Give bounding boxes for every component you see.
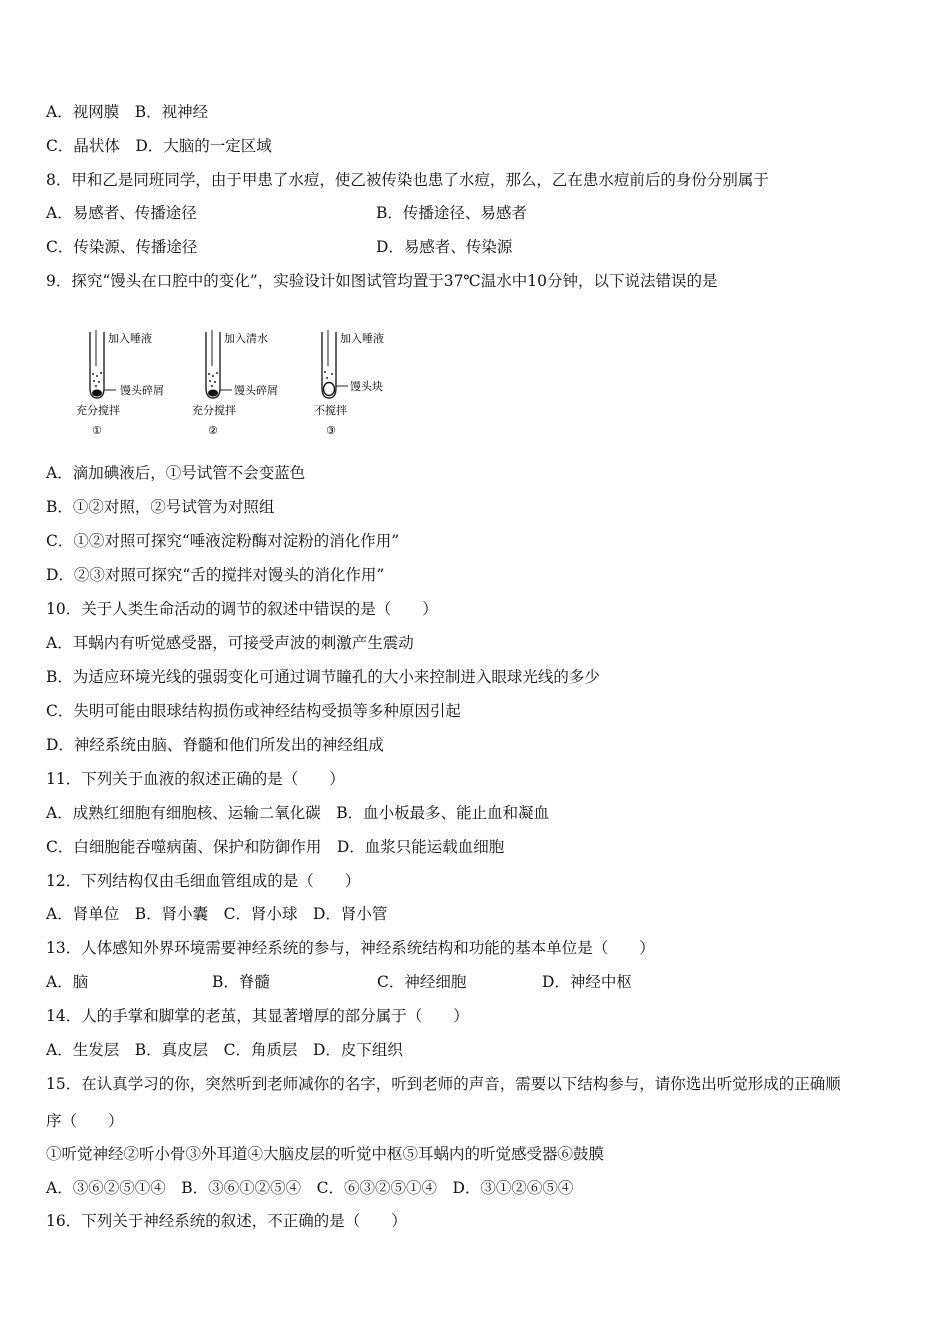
q10-option-c: C．失明可能由眼球结构损伤或神经结构受损等多种原因引起 <box>46 702 461 720</box>
q13-option-d: D．神经中枢 <box>542 973 632 991</box>
q10-option-a: A．耳蜗内有听觉感受器，可接受声波的刺激产生震动 <box>46 634 414 652</box>
q12-options: A．肾单位 B．肾小囊 C．肾小球 D．肾小管 <box>46 905 388 923</box>
question-15-cont: 序（ ） <box>46 1112 124 1130</box>
test-tube-2 <box>192 330 278 437</box>
q13-option-b: B．脊髓 <box>212 973 270 991</box>
question-13: 13．人体感知外界环境需要神经系统的参与，神经系统结构和功能的基本单位是（ ） <box>46 939 655 957</box>
q9-option-a: A．滴加碘液后，①号试管不会变蓝色 <box>46 464 306 482</box>
test-tube-1 <box>76 330 164 437</box>
q13-option-a: A．脑 <box>46 973 89 991</box>
tube-1-number: ① <box>92 424 102 437</box>
question-15: 15．在认真学习的你，突然听到老师减你的名字，听到老师的声音，需要以下结构参与，请你选出听觉形成的正确顺 <box>46 1075 841 1093</box>
question-9: 9．探究“馒头在口腔中的变化”，实验设计如图试管均置于37℃温水中10分钟，以下说法错误的是 <box>46 272 718 290</box>
q11-options-cd: C．白细胞能吞噬病菌、保护和防御作用 D．血浆只能运载血细胞 <box>46 838 505 856</box>
q8-option-c: C．传染源、传播途径 <box>46 238 198 256</box>
q9-option-b: B．①②对照，②号试管为对照组 <box>46 498 275 516</box>
q15-items: ①听觉神经②听小骨③外耳道④大脑皮层的听觉中枢⑤耳蜗内的听觉感受器⑥鼓膜 <box>46 1145 605 1163</box>
q15-options: A．③⑥②⑤①④ B．③⑥①②⑤④ C．⑥③②⑤①④ D．③①②⑥⑤④ <box>46 1179 574 1197</box>
question-12: 12．下列结构仅由毛细血管组成的是（ ） <box>46 872 361 890</box>
q9-option-c: C．①②对照可探究“唾液淀粉酶对淀粉的消化作用” <box>46 532 400 550</box>
q8-option-d: D．易感者、传染源 <box>376 238 513 256</box>
tube-2-bottom-label: 充分搅拌 <box>192 404 236 417</box>
q10-option-d: D．神经系统由脑、脊髓和他们所发出的神经组成 <box>46 736 384 754</box>
q13-option-c: C．神经细胞 <box>377 973 467 991</box>
q14-options: A．生发层 B．真皮层 C．角质层 D．皮下组织 <box>46 1041 403 1059</box>
tube-3-side-label: 馒头块 <box>350 380 383 393</box>
tube-2-top-label: 加入清水 <box>224 332 268 345</box>
tube-2-side-label: 馒头碎屑 <box>234 384 278 397</box>
tube-2-number: ② <box>208 424 218 437</box>
q8-option-a: A．易感者、传播途径 <box>46 204 197 222</box>
q9-option-d: D．②③对照可探究“舌的搅拌对馒头的消化作用” <box>46 566 385 584</box>
question-11: 11．下列关于血液的叙述正确的是（ ） <box>46 770 345 788</box>
tube-3-top-label: 加入唾液 <box>340 332 384 345</box>
tube-1-top-label: 加入唾液 <box>108 332 152 345</box>
q10-option-b: B．为适应环境光线的强弱变化可通过调节瞳孔的大小来控制进入眼球光线的多少 <box>46 668 600 686</box>
test-tube-figure <box>70 326 420 446</box>
question-10: 10．关于人类生命活动的调节的叙述中错误的是（ ） <box>46 600 438 618</box>
q7-options-cd: C．晶状体 D．大脑的一定区域 <box>46 137 272 155</box>
tube-3-number: ③ <box>326 424 336 437</box>
q7-options-ab: A．视网膜 B．视神经 <box>46 103 209 121</box>
test-tube-3 <box>314 330 384 437</box>
question-14: 14．人的手掌和脚掌的老茧，其显著增厚的部分属于（ ） <box>46 1007 469 1025</box>
tube-1-side-label: 馒头碎屑 <box>120 384 164 397</box>
question-16: 16．下列关于神经系统的叙述，不正确的是（ ） <box>46 1212 407 1230</box>
q11-options-ab: A．成熟红细胞有细胞核、运输二氧化碳 B．血小板最多、能止血和凝血 <box>46 804 550 822</box>
q8-option-b: B．传播途径、易感者 <box>376 204 527 222</box>
tube-3-bottom-label: 不搅拌 <box>314 404 347 417</box>
tube-1-bottom-label: 充分搅拌 <box>76 404 120 417</box>
question-8: 8．甲和乙是同班同学，由于甲患了水痘，使乙被传染也患了水痘，那么，乙在患水痘前后的身份分别属于 <box>46 171 769 189</box>
